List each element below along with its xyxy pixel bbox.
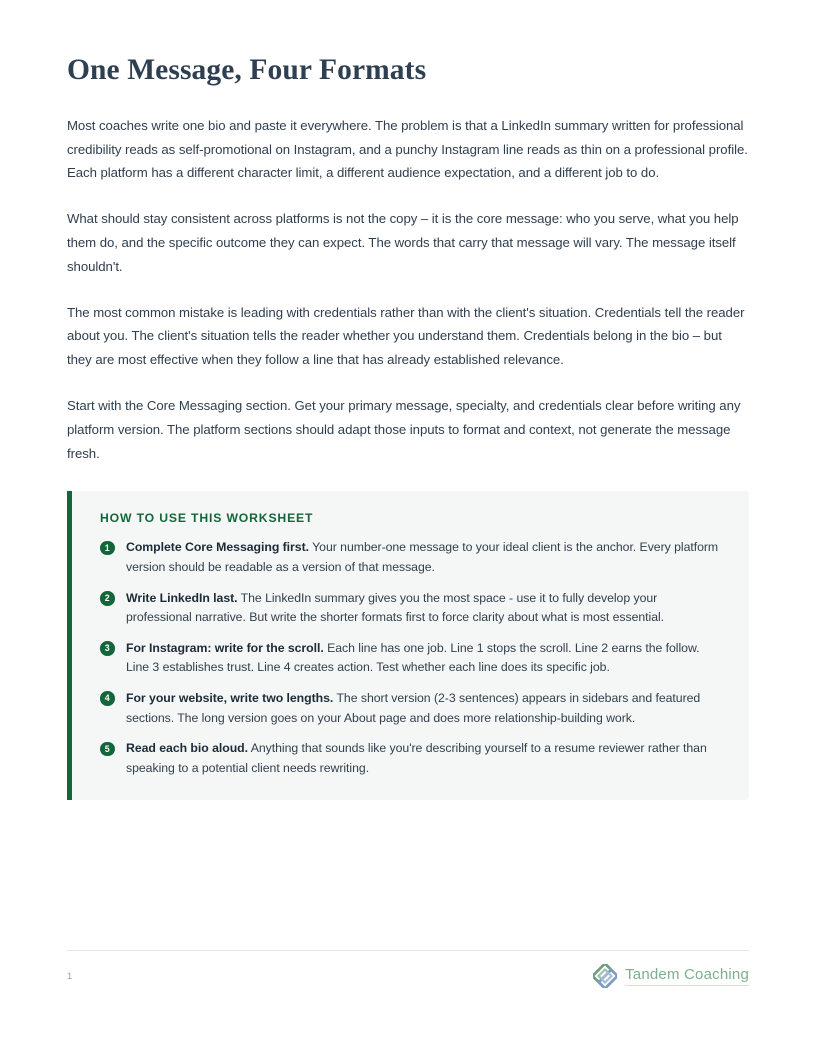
list-item-body: The short version (2-3 sentences) appears in sidebars and featured sections. The long version goes on your About page and does more relationship-building work.	[126, 690, 701, 725]
list-number-badge: 4	[100, 691, 115, 706]
diamond-logo-icon	[593, 964, 617, 988]
list-item-body: The LinkedIn summary gives you the most space - use it to fully develop your professional narrative. But write the shorter formats first to force clarity about what is most essential.	[126, 590, 665, 625]
list-item	[100, 589, 723, 628]
list-number-badge: 3	[100, 641, 115, 656]
instruction-list	[100, 538, 723, 778]
list-number-badge: 5	[100, 742, 115, 757]
callout-heading: HOW TO USE THIS WORKSHEET	[100, 511, 314, 526]
page-footer	[67, 950, 749, 988]
list-item	[100, 739, 723, 778]
body-paragraph-1: Most coaches write one bio and paste it everywhere. The problem is that a LinkedIn summary written for professional credibility reads as self-promotional on Instagram, and a punchy Instagram line reads as thin on a professional profile. Each platform has a different character limit, a different audience expectation, and a different job to do.	[67, 117, 748, 181]
footer-row	[67, 951, 749, 988]
list-item-lead: For Instagram: write for the scroll.	[126, 640, 324, 655]
document-content	[67, 53, 749, 800]
list-item	[100, 689, 723, 728]
brand-name: Tandem Coaching	[625, 966, 749, 985]
list-number-badge: 2	[100, 591, 115, 606]
page-number: 1	[67, 970, 73, 982]
list-item-body: Your number-one message to your ideal client is the anchor. Every platform version should be readable as a version of that message.	[126, 540, 719, 574]
body-paragraph-2: What should stay consistent across platforms is not the copy – it is the core message: who you serve, what you help them do, and the specific outcome they can expect. The words that carry that message will vary. The message itself shouldn't.	[67, 211, 739, 274]
list-item-body: Anything that sounds like you're describing yourself to a resume reviewer rather than speaking to a potential client needs rewriting.	[126, 741, 707, 775]
list-item-lead: Write LinkedIn last.	[126, 590, 238, 605]
list-item-body: Each line has one job. Line 1 stops the scroll. Line 2 earns the follow. Line 3 establishes trust. Line 4 creates action. Test whether each line does its specific job.	[126, 640, 700, 675]
list-item-lead: For your website, write two lengths.	[126, 690, 334, 705]
brand-lockup	[593, 964, 749, 988]
body-paragraph-3: The most common mistake is leading with credentials rather than with the client's situation. Credentials tell the reader about you. The client's situation tells the reader whether you understand them. Credentials belong in the bio – but they are most effective when they follow a line that has already established relevance.	[67, 304, 745, 368]
list-item	[100, 538, 723, 577]
list-item-lead: Complete Core Messaging first.	[126, 540, 309, 555]
page-title: One Message, Four Formats	[67, 54, 427, 86]
list-number-badge: 1	[100, 541, 115, 556]
body-paragraph-4: Start with the Core Messaging section. Get your primary message, specialty, and credentials clear before writing any platform version. The platform sections should adapt those inputs to format and context, not generate the message fresh.	[67, 397, 741, 461]
list-item-lead: Read each bio aloud.	[126, 741, 248, 756]
list-item	[100, 639, 723, 678]
how-to-use-callout	[67, 491, 749, 800]
